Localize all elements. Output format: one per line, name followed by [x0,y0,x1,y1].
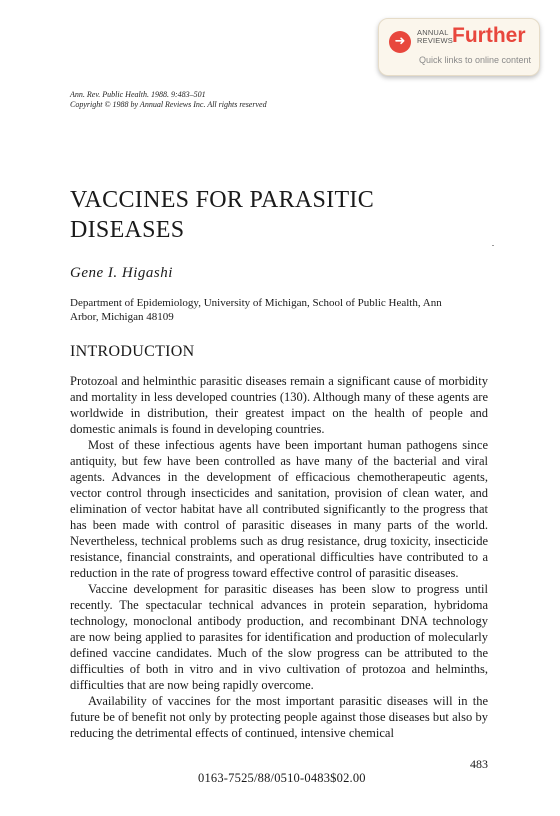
quick-links-label: Quick links to online content [419,55,532,65]
issn-code: 0163-7525/88/0510-0483$02.00 [198,771,366,785]
annual-reviews-logo-text [417,29,453,45]
arrow-circle-icon: ➜ [389,31,411,53]
article-title: VACCINES FOR PARASITIC DISEASES [70,187,375,243]
article-body [70,373,488,741]
section-heading: INTRODUCTION [70,343,195,360]
paragraph: Most of these infectious agents have been important human pathogens since antiquity, but few have been controlled as have many of the bacterial and viral agents. Advances in the development of efficacious chemotherapeutic agents, vector control through insecticides and sanitation, provision of clean water, and elimination of vector habitat have all contributed significantly to the progress that has been made with control of parasitic diseases in many parts of the world. Nevertheless, technical problems such as drug resistance, drug toxicity, insecticide resistance, financial constraints, and operational difficulties have contributed to a reduction in the rate of progress toward effective control of parasitic diseases. [70,438,488,580]
page-number: 483 [470,757,488,771]
further-badge[interactable] [378,18,540,76]
annual-label: ANNUAL [417,28,449,37]
affiliation-line-1: Department of Epidemiology, University of Michigan, School of Public Health, Ann [70,297,442,309]
stray-mark [492,245,494,246]
citation-copyright: Copyright © 1988 by Annual Reviews Inc. All rights reserved [70,100,267,109]
citation-journal: Ann. Rev. Public Health. 1988. 9:483–501 [70,90,206,99]
further-label: Further [452,24,526,47]
author-name: Gene I. Higashi [70,265,173,281]
paragraph: Protozoal and helminthic parasitic diseases remain a significant cause of morbidity and mortality in less developed countries (130). Although many of these agents are worldwide in distribution, their greatest impact on the health of people and domestic animals is found in developing countries. [70,374,488,436]
reviews-label: REVIEWS [417,36,453,45]
affiliation-line-2: Arbor, Michigan 48109 [70,311,174,323]
affiliation [70,296,490,324]
citation-block [70,90,267,110]
paragraph: Vaccine development for parasitic diseases has been slow to progress until recently. The spectacular technical advances in protein separation, hybridoma technology, monoclonal antibody production, and recombinant DNA technology are now being applied to parasites for identification and production of molecularly defined vaccine candidates. Much of the slow progress can be attributed to the difficulties of both in vitro and in vivo cultivation of protozoa and helminths, difficulties that are now being rapidly overcome. [70,582,488,692]
paragraph: Availability of vaccines for the most important parasitic diseases will in the future be of benefit not only by protecting people against those diseases but also by reducing the detrimental effects of continued, intensive chemical [70,694,488,740]
